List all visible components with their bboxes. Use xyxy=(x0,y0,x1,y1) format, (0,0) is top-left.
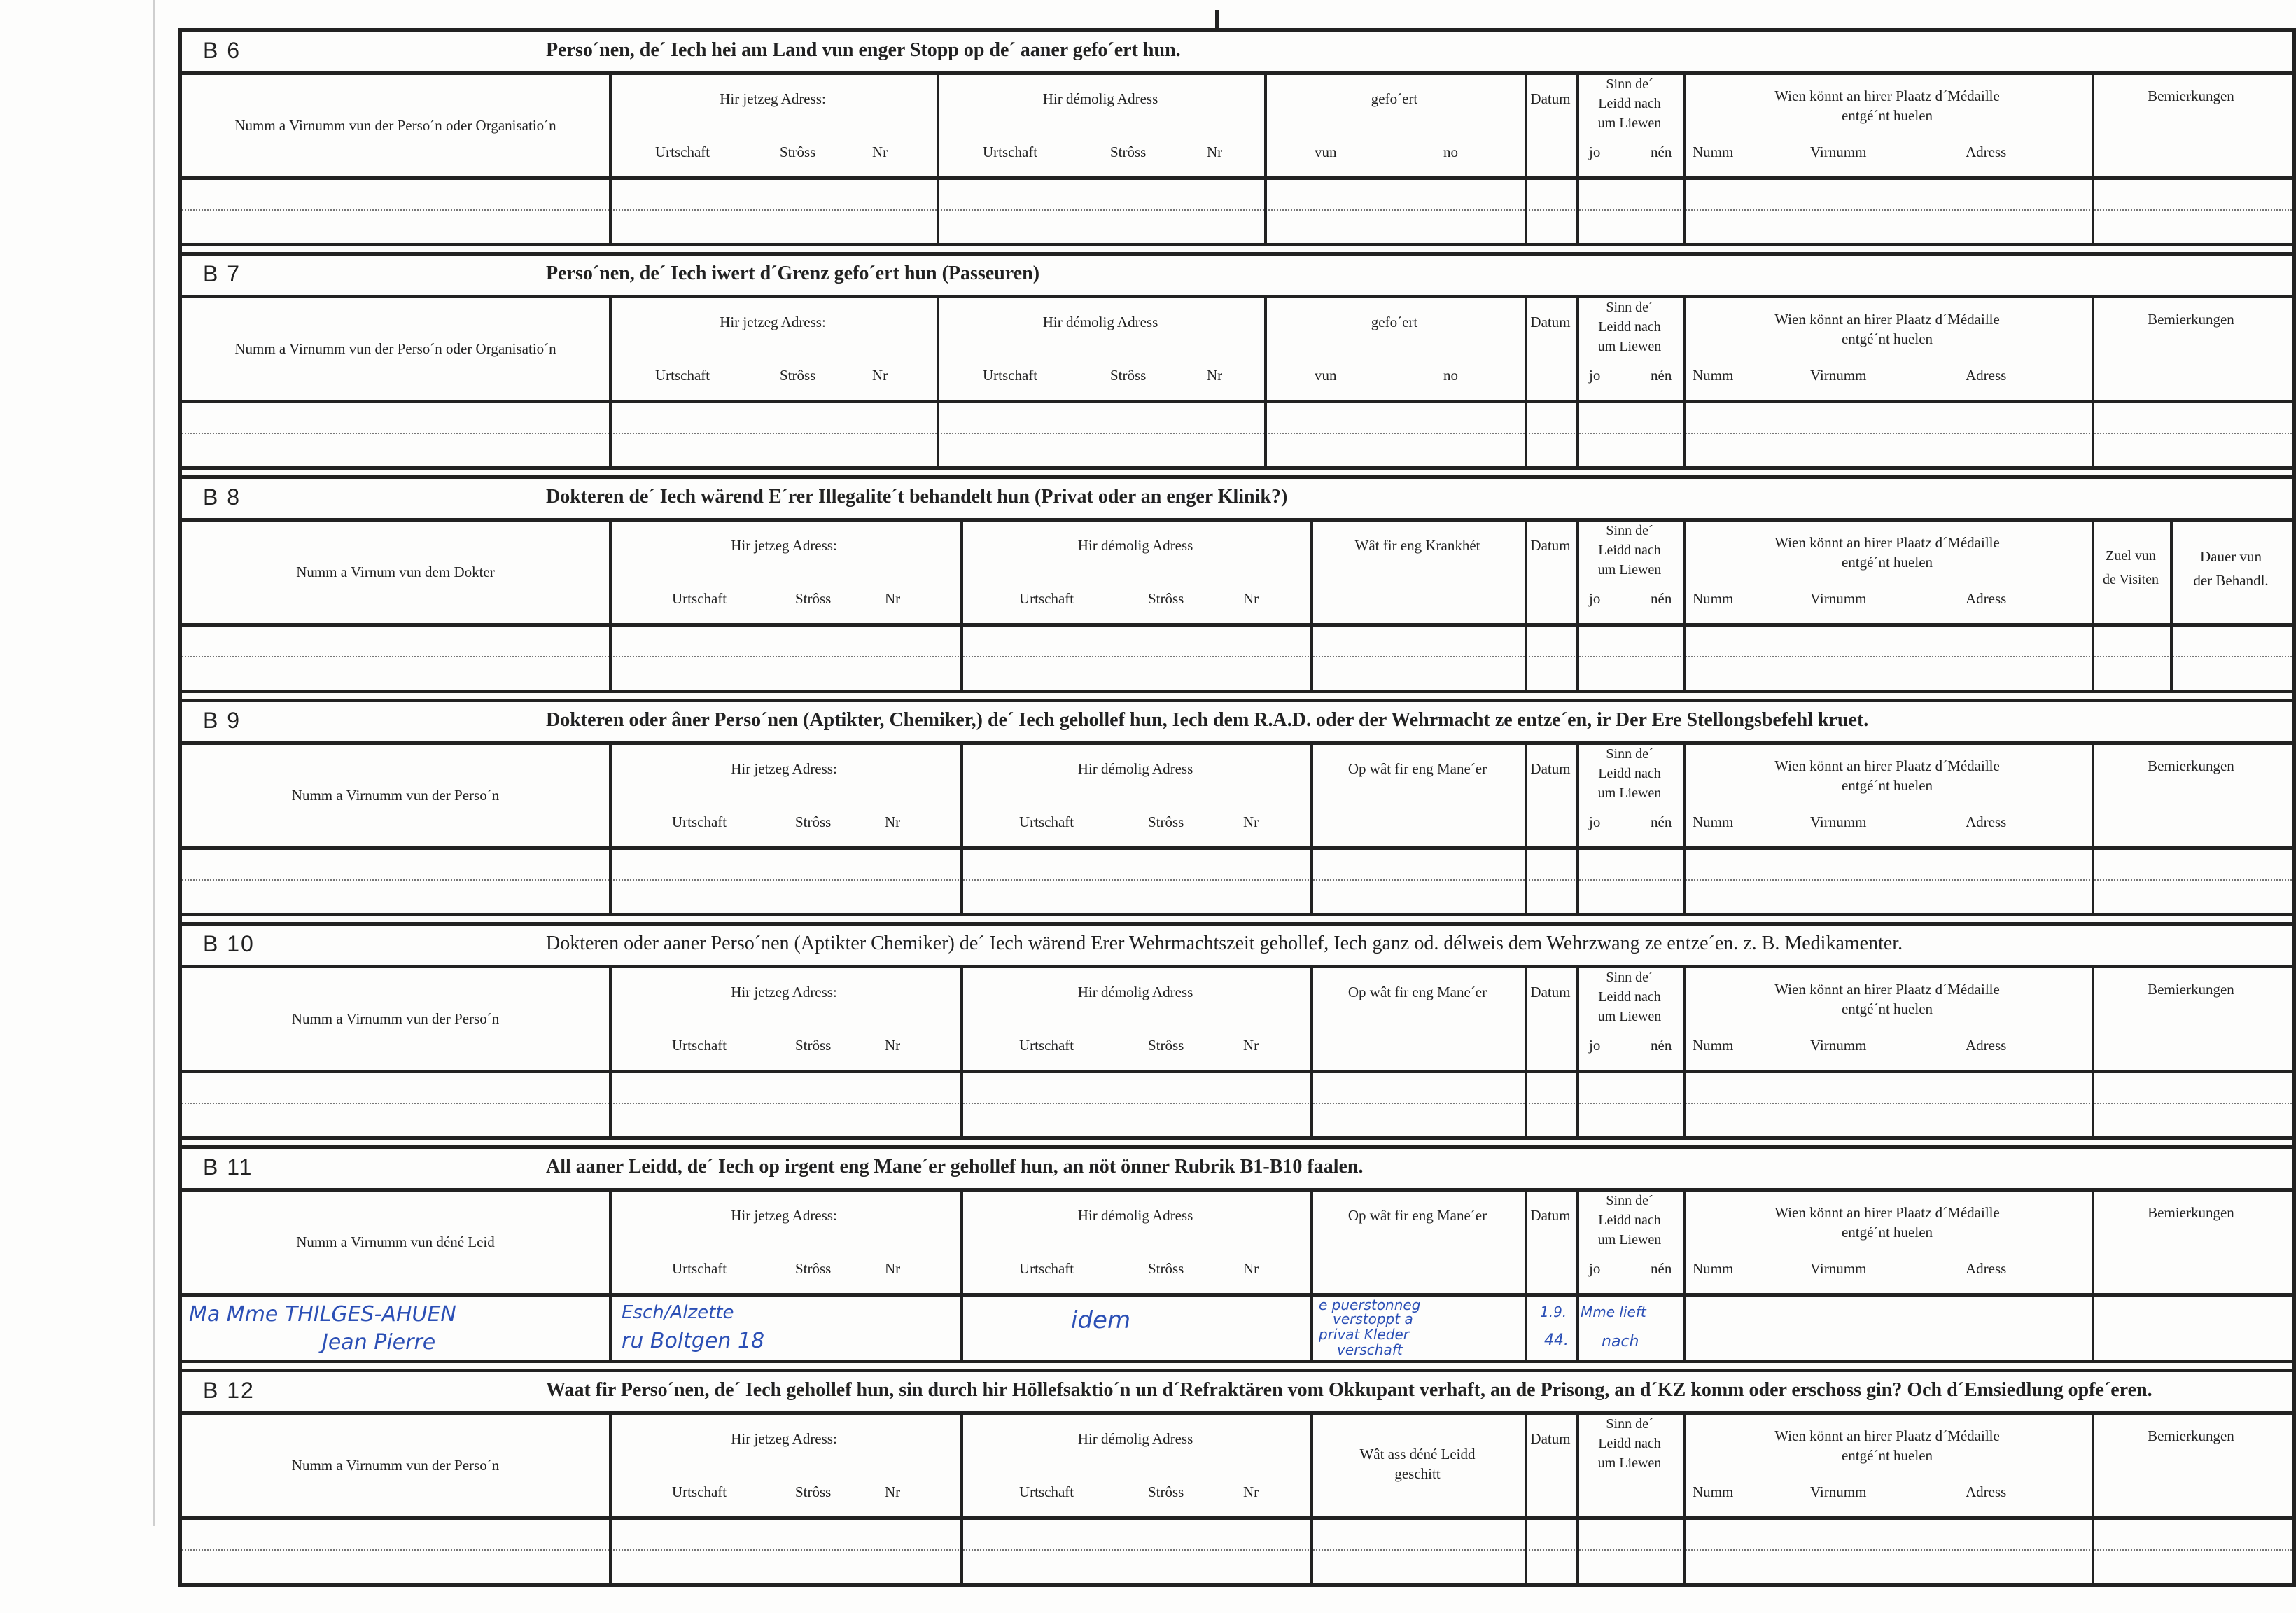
datum-label: Datum xyxy=(1530,90,1571,107)
section-code: B 12 xyxy=(203,1378,255,1403)
section-b8 xyxy=(182,479,2292,690)
jo-label: jo xyxy=(1589,1037,1601,1054)
col-name-label: Numm a Virnumm vun déné Leid xyxy=(296,1234,495,1250)
sinn-label: Sinn de´ xyxy=(1606,300,1653,315)
section-code: B 7 xyxy=(203,261,241,286)
section-b7 xyxy=(182,256,2292,466)
sinn-label: Sinn de´ xyxy=(1606,970,1653,985)
sinn-label: um Liewen xyxy=(1597,1232,1662,1248)
jo-label: jo xyxy=(1589,814,1601,830)
stross-label: Strôss xyxy=(1148,814,1184,830)
nr-label: Nr xyxy=(885,1037,901,1054)
former-address-label: Hir démolig Adress xyxy=(1077,1430,1194,1447)
bemierkungen-label: Bemierkungen xyxy=(2148,311,2234,328)
section-title: Waat fir Perso´nen, de´ Iech gehollef hun, sin durch hir Höllefsaktio´n un d´Refraktären vom Okkupant verhaft, an de Prisong, an d´KZ komm oder erschoss gin? Och d´Emsiedlung opfe´eren. xyxy=(546,1379,2152,1401)
section-code: B 9 xyxy=(203,708,241,733)
adress-label: Adress xyxy=(1966,590,2007,607)
section-header xyxy=(182,926,2292,968)
nr-label: Nr xyxy=(1243,1483,1259,1500)
helper-town: Esch/Alzette xyxy=(622,1302,734,1323)
alive-status: nach xyxy=(1602,1333,1639,1350)
stross-label: Strôss xyxy=(780,144,816,160)
stross-label: Strôss xyxy=(1110,367,1147,384)
virnumm-label: Virnumm xyxy=(1810,1037,1867,1054)
section-b12 xyxy=(182,1372,2292,1583)
helper-firstname: Jean Pierre xyxy=(322,1330,436,1355)
virnumm-label: Virnumm xyxy=(1810,1483,1867,1500)
nen-label: nén xyxy=(1651,814,1672,830)
medal-label: Wien könnt an hirer Plaatz d´Médaille xyxy=(1774,981,2000,998)
sinn-label: um Liewen xyxy=(1597,1009,1662,1024)
col-name-label: Numm a Virnumm vun der Perso´n xyxy=(291,1010,500,1027)
helper-former-address: idem xyxy=(1071,1306,1131,1334)
sinn-label: um Liewen xyxy=(1597,339,1662,354)
nr-label: Nr xyxy=(885,1483,901,1500)
datum-label: Datum xyxy=(1530,537,1571,554)
urtschaft-label: Urtschaft xyxy=(672,814,727,830)
datum-label: Datum xyxy=(1530,1430,1571,1447)
jo-label: jo xyxy=(1589,144,1601,160)
no-label: no xyxy=(1443,144,1458,160)
visits-label: Zuel vun xyxy=(2106,548,2156,564)
visits-label: de Visiten xyxy=(2102,572,2160,587)
jo-label: jo xyxy=(1589,1260,1601,1277)
urtschaft-label: Urtschaft xyxy=(672,1037,727,1054)
stross-label: Strôss xyxy=(795,814,832,830)
col-name-label: Numm a Virnum vun dem Dokter xyxy=(296,564,495,580)
numm-label: Numm xyxy=(1693,1483,1734,1500)
section-header xyxy=(182,256,2292,298)
urtschaft-label: Urtschaft xyxy=(672,1260,727,1277)
medal-label: Wien könnt an hirer Plaatz d´Médaille xyxy=(1774,311,2000,328)
bemierkungen-label: Bemierkungen xyxy=(2148,757,2234,774)
col-name-label: Numm a Virnumm vun der Perso´n oder Organisatio´n xyxy=(234,340,556,357)
section-title: Perso´nen, de´ Iech hei am Land vun enger Stopp op de´ aaner gefo´ert hun. xyxy=(546,39,1181,61)
help-description: verschaft xyxy=(1337,1341,1403,1358)
current-address-label: Hir jetzeg Adress: xyxy=(720,314,826,330)
section-code: B 10 xyxy=(203,931,255,956)
duration-label: Dauer vun xyxy=(2199,548,2262,565)
numm-label: Numm xyxy=(1693,367,1734,384)
stross-label: Strôss xyxy=(1110,144,1147,160)
column-headers xyxy=(182,745,2292,850)
section-title: All aaner Leidd, de´ Iech op irgent eng Mane´er gehollef hun, an nöt önner Rubrik B1-B10 faalen. xyxy=(546,1156,1364,1178)
no-label: no xyxy=(1443,367,1458,384)
nr-label: Nr xyxy=(872,144,888,160)
vun-label: vun xyxy=(1315,144,1337,160)
sinn-label: Leidd nach xyxy=(1598,1436,1661,1451)
jo-label: jo xyxy=(1589,590,1601,607)
entry-area xyxy=(182,1520,2292,1583)
former-address-label: Hir démolig Adress xyxy=(1077,984,1194,1000)
gefoert-label: gefo´ert xyxy=(1371,314,1418,330)
entry-area xyxy=(182,850,2292,913)
stross-label: Strôss xyxy=(795,1483,832,1500)
section-code: B 6 xyxy=(203,38,241,63)
nen-label: nén xyxy=(1651,1260,1672,1277)
datum-label: Datum xyxy=(1530,984,1571,1000)
jo-label: jo xyxy=(1589,367,1601,384)
entry-area xyxy=(182,627,2292,690)
vun-label: vun xyxy=(1315,367,1337,384)
current-address-label: Hir jetzeg Adress: xyxy=(731,537,837,554)
adress-label: Adress xyxy=(1966,1037,2007,1054)
section-title: Dokteren oder aaner Perso´nen (Aptikter Chemiker) de´ Iech wärend Erer Wehrmachtszeit gehollef, Iech ganz od. délweis dem Wehrzwang ze entze´en. z. B. Medikamenter. xyxy=(546,933,1903,954)
virnumm-label: Virnumm xyxy=(1810,144,1867,160)
medal-label: entgé´nt huelen xyxy=(1841,777,1933,794)
sinn-label: Leidd nach xyxy=(1598,989,1661,1005)
stross-label: Strôss xyxy=(1148,1483,1184,1500)
sinn-label: um Liewen xyxy=(1597,116,1662,131)
section-header xyxy=(182,479,2292,522)
helper-name: Ma Mme THILGES-AHUEN xyxy=(189,1302,456,1327)
former-address-label: Hir démolig Adress xyxy=(1042,314,1158,330)
column-headers xyxy=(182,1415,2292,1520)
help-description: privat Kleder xyxy=(1319,1326,1409,1343)
sinn-label: Leidd nach xyxy=(1598,766,1661,781)
former-address-label: Hir démolig Adress xyxy=(1077,760,1194,777)
medal-label: Wien könnt an hirer Plaatz d´Médaille xyxy=(1774,1204,2000,1221)
column-headers xyxy=(182,75,2292,180)
former-address-label: Hir démolig Adress xyxy=(1042,90,1158,107)
section-title: Dokteren de´ Iech wärend E´rer Illegalite´t behandelt hun (Privat oder an enger Klinik?) xyxy=(546,486,1288,508)
section-title: Dokteren oder âner Perso´nen (Aptikter, Chemiker,) de´ Iech gehollef hun, Iech dem R.A.D. oder der Wehrmacht ze entze´en, ir Der Ere Stellongsbefehl kruet. xyxy=(546,709,1869,731)
helper-street: ru Boltgen 18 xyxy=(622,1329,765,1353)
page-edge xyxy=(153,0,155,1526)
medal-label: entgé´nt huelen xyxy=(1841,330,1933,347)
nen-label: nén xyxy=(1651,590,1672,607)
section-b6 xyxy=(182,32,2292,243)
entry-area xyxy=(182,1073,2292,1136)
section-header xyxy=(182,702,2292,745)
sinn-label: Sinn de´ xyxy=(1606,1193,1653,1208)
current-address-label: Hir jetzeg Adress: xyxy=(731,760,837,777)
what-happened-label: geschitt xyxy=(1394,1465,1441,1482)
illness-label: Wât fir eng Krankhét xyxy=(1354,537,1480,554)
current-address-label: Hir jetzeg Adress: xyxy=(731,1207,837,1224)
datum-label: Datum xyxy=(1530,1207,1571,1224)
section-b9 xyxy=(182,702,2292,913)
urtschaft-label: Urtschaft xyxy=(1019,590,1074,607)
medal-label: entgé´nt huelen xyxy=(1841,1000,1933,1017)
help-date: 44. xyxy=(1544,1332,1569,1349)
nr-label: Nr xyxy=(1207,144,1223,160)
stross-label: Strôss xyxy=(1148,1260,1184,1277)
help-description: verstoppt a xyxy=(1333,1311,1413,1327)
numm-label: Numm xyxy=(1693,590,1734,607)
nr-label: Nr xyxy=(1243,590,1259,607)
urtschaft-label: Urtschaft xyxy=(672,590,727,607)
section-header xyxy=(182,32,2292,75)
former-address-label: Hir démolig Adress xyxy=(1077,537,1194,554)
current-address-label: Hir jetzeg Adress: xyxy=(720,90,826,107)
nr-label: Nr xyxy=(1207,367,1223,384)
numm-label: Numm xyxy=(1693,814,1734,830)
current-address-label: Hir jetzeg Adress: xyxy=(731,1430,837,1447)
nr-label: Nr xyxy=(885,814,901,830)
virnumm-label: Virnumm xyxy=(1810,590,1867,607)
medal-label: entgé´nt huelen xyxy=(1841,107,1933,124)
urtschaft-label: Urtschaft xyxy=(983,144,1038,160)
urtschaft-label: Urtschaft xyxy=(672,1483,727,1500)
column-headers xyxy=(182,522,2292,627)
gefoert-label: gefo´ert xyxy=(1371,90,1418,107)
sinn-label: Leidd nach xyxy=(1598,1213,1661,1228)
bemierkungen-label: Bemierkungen xyxy=(2148,1204,2234,1221)
manner-label: Op wât fir eng Mane´er xyxy=(1348,1207,1488,1224)
numm-label: Numm xyxy=(1693,1037,1734,1054)
virnumm-label: Virnumm xyxy=(1810,1260,1867,1277)
urtschaft-label: Urtschaft xyxy=(1019,1260,1074,1277)
sinn-label: um Liewen xyxy=(1597,785,1662,801)
adress-label: Adress xyxy=(1966,1483,2007,1500)
column-headers xyxy=(182,298,2292,403)
nr-label: Nr xyxy=(885,590,901,607)
medal-label: entgé´nt huelen xyxy=(1841,1224,1933,1241)
section-header xyxy=(182,1372,2292,1415)
help-date: 1.9. xyxy=(1540,1304,1567,1320)
section-b11 xyxy=(182,1149,2292,1360)
urtschaft-label: Urtschaft xyxy=(655,367,710,384)
col-name-label: Numm a Virnumm vun der Perso´n oder Organisatio´n xyxy=(234,117,556,134)
alive-status: Mme lieft xyxy=(1581,1304,1646,1320)
stross-label: Strôss xyxy=(1148,590,1184,607)
entry-area xyxy=(182,180,2292,243)
stross-label: Strôss xyxy=(1148,1037,1184,1054)
entry-area xyxy=(182,1297,2292,1360)
section-code: B 11 xyxy=(203,1154,253,1180)
urtschaft-label: Urtschaft xyxy=(1019,814,1074,830)
sinn-label: Sinn de´ xyxy=(1606,1416,1653,1432)
urtschaft-label: Urtschaft xyxy=(1019,1037,1074,1054)
sinn-label: Leidd nach xyxy=(1598,96,1661,111)
datum-label: Datum xyxy=(1530,760,1571,777)
virnumm-label: Virnumm xyxy=(1810,367,1867,384)
stross-label: Strôss xyxy=(795,590,832,607)
datum-label: Datum xyxy=(1530,314,1571,330)
nr-label: Nr xyxy=(1243,814,1259,830)
urtschaft-label: Urtschaft xyxy=(1019,1483,1074,1500)
medal-label: entgé´nt huelen xyxy=(1841,1447,1933,1464)
stross-label: Strôss xyxy=(780,367,816,384)
sinn-label: um Liewen xyxy=(1597,1455,1662,1471)
numm-label: Numm xyxy=(1693,144,1734,160)
manner-label: Op wât fir eng Mane´er xyxy=(1348,984,1488,1000)
stross-label: Strôss xyxy=(795,1260,832,1277)
section-header xyxy=(182,1149,2292,1192)
urtschaft-label: Urtschaft xyxy=(655,144,710,160)
nen-label: nén xyxy=(1651,367,1672,384)
medal-label: entgé´nt huelen xyxy=(1841,554,1933,571)
sinn-label: Sinn de´ xyxy=(1606,523,1653,538)
medal-label: Wien könnt an hirer Plaatz d´Médaille xyxy=(1774,534,2000,551)
sinn-label: um Liewen xyxy=(1597,562,1662,578)
medal-label: Wien könnt an hirer Plaatz d´Médaille xyxy=(1774,88,2000,104)
adress-label: Adress xyxy=(1966,367,2007,384)
sinn-label: Leidd nach xyxy=(1598,543,1661,558)
what-happened-label: Wât ass déné Leidd xyxy=(1359,1446,1476,1462)
bemierkungen-label: Bemierkungen xyxy=(2148,88,2234,104)
nen-label: nén xyxy=(1651,1037,1672,1054)
section-b10 xyxy=(182,926,2292,1136)
nr-label: Nr xyxy=(872,367,888,384)
column-headers xyxy=(182,968,2292,1073)
former-address-label: Hir démolig Adress xyxy=(1077,1207,1194,1224)
adress-label: Adress xyxy=(1966,144,2007,160)
nr-label: Nr xyxy=(885,1260,901,1277)
col-name-label: Numm a Virnumm vun der Perso´n xyxy=(291,1457,500,1474)
manner-label: Op wât fir eng Mane´er xyxy=(1348,760,1488,777)
medal-label: Wien könnt an hirer Plaatz d´Médaille xyxy=(1774,1427,2000,1444)
current-address-label: Hir jetzeg Adress: xyxy=(731,984,837,1000)
adress-label: Adress xyxy=(1966,814,2007,830)
sinn-label: Sinn de´ xyxy=(1606,76,1653,92)
urtschaft-label: Urtschaft xyxy=(983,367,1038,384)
bemierkungen-label: Bemierkungen xyxy=(2148,981,2234,998)
nr-label: Nr xyxy=(1243,1260,1259,1277)
nr-label: Nr xyxy=(1243,1037,1259,1054)
stross-label: Strôss xyxy=(795,1037,832,1054)
help-description: e puerstonneg xyxy=(1319,1297,1421,1313)
sinn-label: Leidd nach xyxy=(1598,319,1661,335)
virnumm-label: Virnumm xyxy=(1810,814,1867,830)
col-name-label: Numm a Virnumm vun der Perso´n xyxy=(291,787,500,804)
column-headers xyxy=(182,1192,2292,1297)
refractaire-form xyxy=(178,28,2296,1587)
bemierkungen-label: Bemierkungen xyxy=(2148,1427,2234,1444)
entry-area xyxy=(182,403,2292,466)
adress-label: Adress xyxy=(1966,1260,2007,1277)
duration-label: der Behandl. xyxy=(2193,572,2269,589)
section-title: Perso´nen, de´ Iech iwert d´Grenz gefo´ert hun (Passeuren) xyxy=(546,263,1040,284)
medal-label: Wien könnt an hirer Plaatz d´Médaille xyxy=(1774,757,2000,774)
sinn-label: Sinn de´ xyxy=(1606,746,1653,762)
nen-label: nén xyxy=(1651,144,1672,160)
numm-label: Numm xyxy=(1693,1260,1734,1277)
section-code: B 8 xyxy=(203,484,241,510)
